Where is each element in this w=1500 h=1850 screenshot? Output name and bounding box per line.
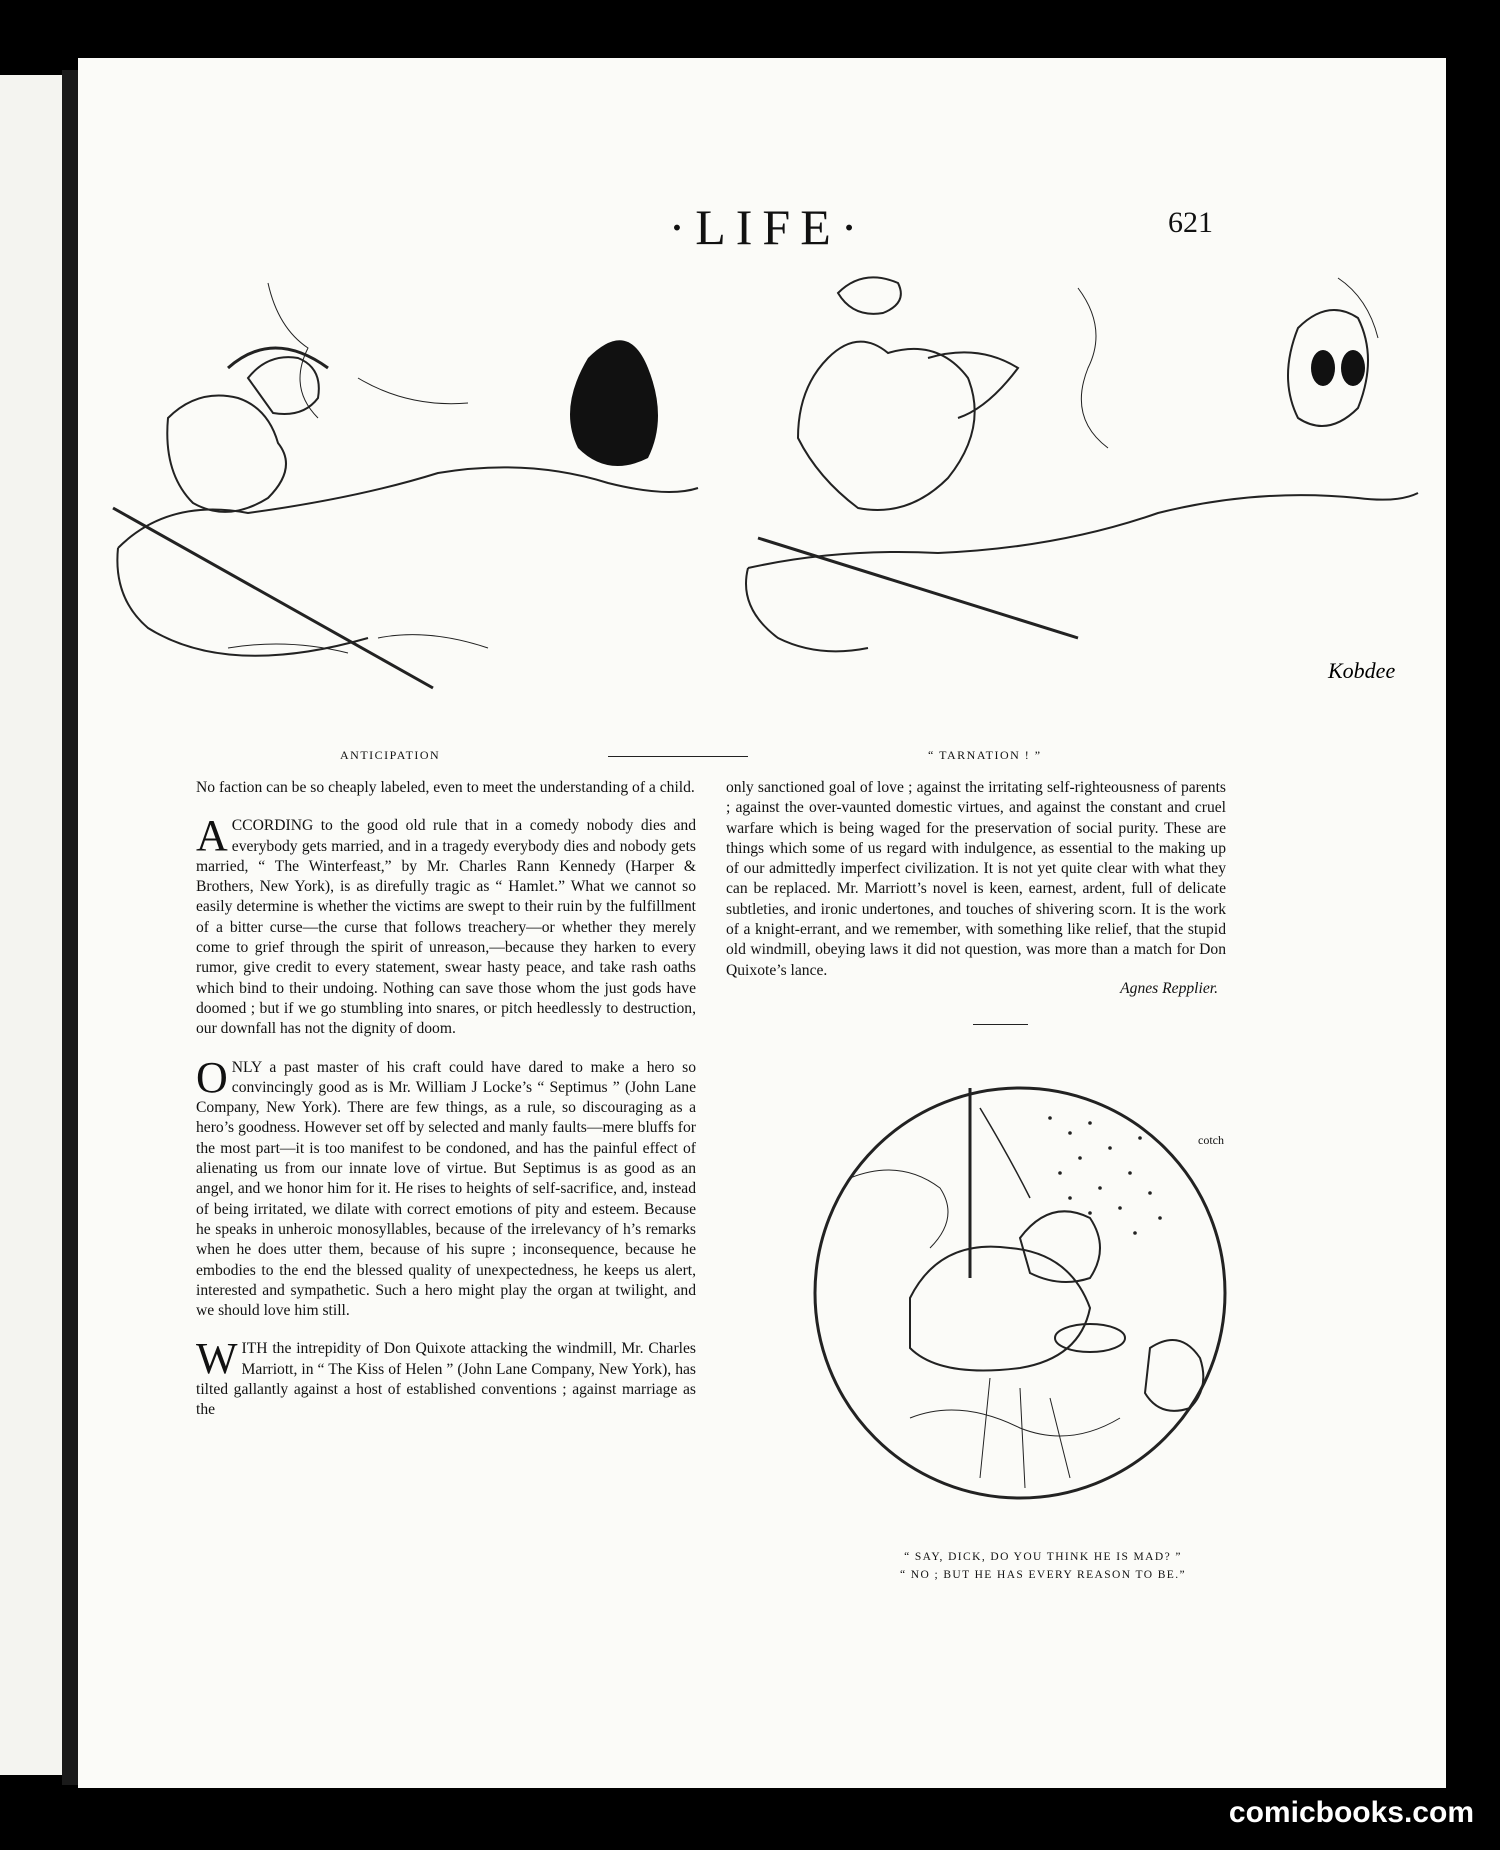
- binding-gutter: [62, 70, 78, 1785]
- dropcap-w: W: [196, 1334, 238, 1384]
- section-divider: [973, 1024, 1028, 1025]
- right-column: [726, 778, 1226, 999]
- winterfeast-review: [196, 811, 696, 1039]
- septimus-text: NLY a past master of his craft could have dared to make a hero so convincingly good as is Mr. William J Locke’s “ Septimus ” (John Lane Company, New York). There are few things, as a rule, so discouraging as a hero’s goodness. However set off by selected and manly faults—mere bluffs for the most part—it is too manifest to be condoned, and has the painful effect of alienating us from our innate love of virtue. But Septimus is as good as an angel, and we honor him for it. He rises to heights of self-sacrifice, and, instead of being irritated, we dilate with correct emotions of pity and esteem. Because he speaks in unheroic monosyllables, because of the irrelevancy of h’s remarks when he does utter them, because of his supre ; inconsequence, because he embodies to the end the blessed quality of unexpectedness, he keeps us alert, interested and sympathetic. Such a hero might play the organ at twilight, and we should love him still.: [196, 1058, 696, 1320]
- magazine-page: [78, 58, 1446, 1788]
- cut-off-text-fragment: cotch: [1198, 1133, 1224, 1147]
- caption-divider: [608, 756, 748, 757]
- dog-cartoon-caption: [818, 1548, 1268, 1584]
- kiss-of-helen-review: [196, 1334, 696, 1420]
- left-column: [196, 778, 696, 1439]
- winterfeast-text: CCORDING to the good old rule that in a comedy nobody dies and everybody gets married, and in a tragedy everybody dies and nobody gets married, “ The Winterfeast,” by Mr. Charles Rann Kennedy (Harper & Brothers, New York), is as direfully tragic as “ Hamlet.” What we cannot so easily determine is whether the victims are swept to their ruin by the fulfillment of a bitter curse—the curse that follows treachery—or whether they merely come to grief through the spirit of unreason,—because they harken to every rumor, give credit to every statement, swear hasty peace, and take rash oaths which bind to their undoing. Nothing can save those whom the just gods have doomed ; but if we go stumbling into snares, or pitch heedlessly to destruction, our downfall has not the dignity of doom.: [196, 817, 696, 1038]
- dropcap-a: A: [196, 811, 228, 861]
- facing-page-edge: [0, 75, 62, 1775]
- anticipation-caption: ANTICIPATION: [340, 748, 441, 762]
- page-number: 621: [1168, 206, 1213, 239]
- dropcap-o: O: [196, 1052, 228, 1102]
- site-watermark: comicbooks.com: [1228, 1796, 1474, 1829]
- continuation-paragraph: only sanctioned goal of love ; against the irritating self-righteousness of parents ; against the over-vaunted domestic virtues, and against the constant and cruel warfare which is being waged for the preservation of social purity. These are things which some of us regard with indulgence, as essential to the making up of our admittedly imperfect civilization. It is not yet quite clear with what they can be replaced. Mr. Marriott’s novel is keen, earnest, ardent, full of delicate subtleties, and ironic undertones, and touches of shivering scorn. It is the work of a knight-errant, and we remember, with something like relief, that the stupid old windmill, obeying laws it did not question, was more than a match for Don Quixote’s lance.: [726, 779, 1226, 979]
- tarnation-illustration: [738, 258, 1428, 718]
- author-signature: Agnes Repplier.: [1120, 979, 1218, 997]
- dog-cartoon-illustration: [790, 1078, 1260, 1508]
- caption-line-1: “ SAY, DICK, DO YOU THINK HE IS MAD? ”: [904, 1551, 1182, 1563]
- masthead: ·LIFE·: [668, 199, 868, 255]
- septimus-review: [196, 1052, 696, 1322]
- tarnation-caption: “ TARNATION ! ”: [928, 748, 1042, 762]
- caption-line-2: “ NO ; BUT HE HAS EVERY REASON TO BE.”: [900, 1569, 1186, 1581]
- anticipation-illustration: [108, 258, 728, 718]
- kiss-of-helen-text: ITH the intrepidity of Don Quixote attacking the windmill, Mr. Charles Marriott, in “ The Kiss of Helen ” (John Lane Company, New York), has tilted gallantly against a host of established conventions ; against marriage as the: [196, 1340, 696, 1419]
- artist-signature: Kobdee: [1328, 658, 1396, 683]
- intro-paragraph: No faction can be so cheaply labeled, even to meet the understanding of a child.: [196, 779, 695, 796]
